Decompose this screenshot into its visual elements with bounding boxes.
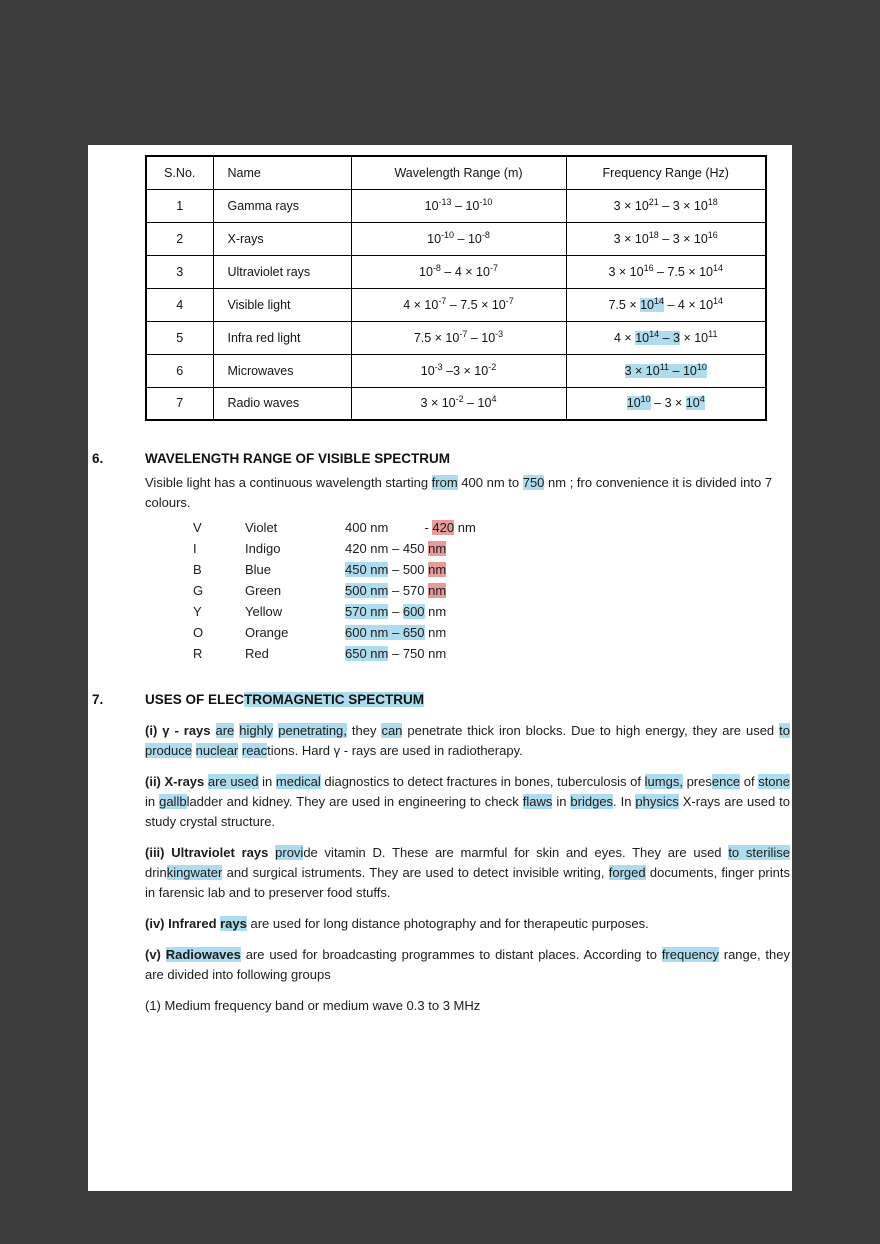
color-range: 500 nm – 570 nm	[345, 583, 447, 598]
cell-name: Visible light	[213, 288, 351, 321]
color-range: 420 nm – 450 nm	[345, 541, 447, 556]
document-page	[88, 145, 792, 1191]
section-7-heading	[88, 690, 792, 710]
cell-wavelength: $10^{-3}$ $-3 \times 10^{-2}$	[351, 354, 566, 387]
color-letter: Y	[193, 604, 202, 619]
cell-wavelength: $10^{-13} - 10^{-10}$	[351, 189, 566, 222]
cell-wavelength: $3 \times 10^{-2} - 10^4$	[351, 387, 566, 420]
table-row	[146, 354, 766, 387]
color-row	[193, 601, 792, 622]
cell-wavelength: $4 \times 10^{-7} - 7.5 \times 10^{-7}$	[351, 288, 566, 321]
col-header-name: Name	[213, 156, 351, 189]
color-range: 400 nm - 420 nm	[345, 520, 476, 535]
uses-paragraph: (v) Radiowaves are used for broadcasting programmes to distant places. According to frequency range, they are divided into following groups	[145, 947, 790, 982]
cell-sno: 1	[146, 189, 213, 222]
cell-sno: 6	[146, 354, 213, 387]
uses-paragraph: (ii) X-rays are used in medical diagnostics to detect fractures in bones, tuberculosis of lumgs, presence of stone in gallbladder and kidney. They are used in engineering to check flaws in bridges. In physics X-rays are used to study crystal structure.	[145, 774, 791, 829]
table-row	[146, 321, 766, 354]
color-row	[193, 622, 792, 643]
color-name: Violet	[245, 520, 278, 535]
table-row	[146, 288, 766, 321]
color-letter: G	[193, 583, 204, 598]
color-letter: R	[193, 646, 203, 661]
section-6-title: WAVELENGTH RANGE OF VISIBLE SPECTRUM	[145, 451, 451, 466]
uses-paragraph: (i) γ - rays are highly penetrating, they can penetrate thick iron blocks. Due to high energy, they are used to produce nuclear reactions. Hard γ - rays are used in radiotherapy.	[145, 723, 790, 758]
color-name: Yellow	[245, 604, 283, 619]
color-range: 600 nm – 650 nm	[345, 625, 447, 640]
cell-sno: 3	[146, 255, 213, 288]
section-7-title: USES OF ELECTROMAGNETIC SPECTRUM	[145, 692, 425, 707]
table-header-row	[146, 156, 766, 189]
table-row	[146, 387, 766, 420]
cell-frequency: $3 \times 10^{21} - 3 \times 10^{18}$	[566, 189, 766, 222]
cell-sno: 5	[146, 321, 213, 354]
color-name: Indigo	[245, 541, 281, 556]
col-header-sno: S.No.	[146, 156, 213, 189]
color-range: 570 nm – 600 nm	[345, 604, 447, 619]
uses-paragraph: (iii) Ultraviolet rays provide vitamin D. These are marmful for skin and eyes. They are used to sterilise drinkingwater and surgical istruments. They are used to detect invisible writing, forged documents, finger prints in farensic lab and to preserver food stuffs.	[145, 845, 790, 900]
cell-name: X-rays	[213, 222, 351, 255]
color-row	[193, 643, 792, 664]
color-name: Orange	[245, 625, 289, 640]
cell-frequency: $3 \times 10^{18} - 3 \times 10^{16}$	[566, 222, 766, 255]
cell-wavelength: $10^{-10} - 10^{-8}$	[351, 222, 566, 255]
cell-frequency: $10^{10} - 3 \times 10^4$	[566, 387, 766, 420]
color-range: 650 nm – 750 nm	[345, 646, 447, 661]
em-table-body	[146, 189, 766, 420]
cell-frequency: $3 \times 10^{11} - 10^{10}$	[566, 354, 766, 387]
cell-name: Microwaves	[213, 354, 351, 387]
cell-name: Infra red light	[213, 321, 351, 354]
cell-name: Gamma rays	[213, 189, 351, 222]
table-row	[146, 255, 766, 288]
section-6-intro: Visible light has a continuous wavelength starting from 400 nm to 750 nm ; fro convenience it is divided into 7 colours.	[145, 475, 773, 510]
section-6-number: 6.	[92, 451, 104, 466]
color-letter: B	[193, 562, 202, 577]
cell-frequency: $4 \times 10^{14} - 3 \times 10^{11}$	[566, 321, 766, 354]
color-letter: O	[193, 625, 204, 640]
cell-frequency: $7.5 \times 10^{14} - 4 \times 10^{14}$	[566, 288, 766, 321]
cell-name: Ultraviolet rays	[213, 255, 351, 288]
color-row	[193, 538, 792, 559]
cell-sno: 4	[146, 288, 213, 321]
visible-colors-list	[193, 517, 792, 664]
color-letter: I	[193, 541, 197, 556]
cell-sno: 7	[146, 387, 213, 420]
cell-name: Radio waves	[213, 387, 351, 420]
color-row	[193, 517, 792, 538]
uses-paragraphs	[88, 721, 792, 1016]
cell-sno: 2	[146, 222, 213, 255]
section-7-number: 7.	[92, 692, 104, 707]
color-name: Green	[245, 583, 282, 598]
cell-frequency: $3 \times 10^{16} - 7.5 \times 10^{14}$	[566, 255, 766, 288]
color-name: Red	[245, 646, 269, 661]
section-6-heading	[88, 449, 792, 469]
uses-paragraph: (1) Medium frequency band or medium wave 0.3 to 3 MHz	[145, 998, 481, 1013]
col-header-frequency: Frequency Range (Hz)	[566, 156, 766, 189]
uses-paragraph: (iv) Infrared rays are used for long distance photography and for therapeutic purposes.	[145, 916, 649, 931]
table-row	[146, 189, 766, 222]
cell-wavelength: $7.5 \times 10^{-7} - 10^{-3}$	[351, 321, 566, 354]
table-row	[146, 222, 766, 255]
color-row	[193, 580, 792, 601]
color-row	[193, 559, 792, 580]
cell-wavelength: $10^{-8} - 4 \times 10^{-7}$	[351, 255, 566, 288]
col-header-wavelength: Wavelength Range (m)	[351, 156, 566, 189]
color-range: 450 nm – 500 nm	[345, 562, 447, 577]
em-spectrum-table	[145, 155, 767, 421]
color-name: Blue	[245, 562, 272, 577]
color-letter: V	[193, 520, 202, 535]
